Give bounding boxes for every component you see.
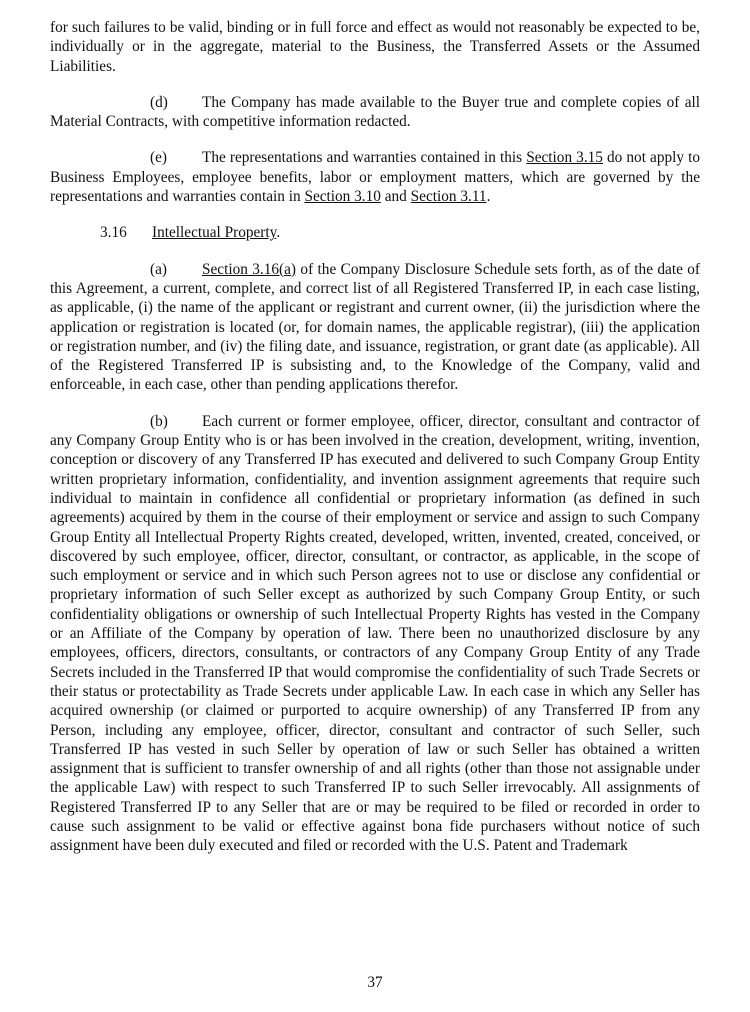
continuation-paragraph: for such failures to be valid, binding or in full force and effect as would not reasonably be expected to be, individually or in the aggregate, material to the Business, the Transferred Assets or the Assumed Liabilities. <box>50 19 700 75</box>
paragraph-text: . <box>486 188 491 206</box>
paragraph-text: The Company has made available to the Buyer true and complete copies of all Material Contracts, with competitive information redacted. <box>50 93 700 131</box>
paragraph-b <box>50 412 700 856</box>
section-title-suffix: . <box>276 224 281 242</box>
paragraph-text: do not apply to Business Employees, employee benefits, labor or employment matters, which are governed by the representations and warranties contain in <box>50 149 700 206</box>
paragraph-marker: (a) <box>150 260 167 278</box>
section-reference: Section 3.10 <box>304 188 381 206</box>
paragraph-marker: (d) <box>150 93 168 111</box>
section-number: 3.16 <box>100 224 127 242</box>
document-page <box>50 18 700 873</box>
section-heading <box>100 223 700 242</box>
paragraph-a <box>50 260 700 395</box>
paragraph-d <box>50 93 700 132</box>
paragraph-text: of the Company Disclosure Schedule sets forth, as of the date of this Agreement, a current, complete, and correct list of all Registered Transferred IP, in each case listing, as applicable, (i) the name of the applicant or registrant and current owner, (ii) the jurisdiction where the application or registration is located (or, for domain names, the applicable registrar), (iii) the application or registration number, and (iv) the filing date, and issuance, registration, or grant date (as applicable). All of the Registered Transferred IP is subsisting and, to the Knowledge of the Company, valid and enforceable, in each case, other than pending applications therefor. <box>50 260 700 394</box>
page-number: 37 <box>367 974 383 991</box>
paragraph-e <box>50 148 700 206</box>
paragraph-text: The representations and warranties contained in this <box>202 149 527 167</box>
paragraph-text: and <box>380 188 411 206</box>
section-reference: Section 3.16(a) <box>202 260 297 278</box>
section-reference: Section 3.15 <box>526 149 603 167</box>
section-reference: Section 3.11 <box>410 188 487 206</box>
paragraph-text: Each current or former employee, officer, director, consultant and contractor of any Company Group Entity who is or has been involved in the creation, development, writing, invention, conception or discovery of any Transferred IP has executed and delivered to such Company Group Entity written proprietary information, confidentiality, and invention assignment agreements that require such individual to maintain in confidence all confidential or proprietary information (as defined in such agreements) acquired by them in the course of their employment or service and assign to such Company Group Entity all Intellectual Property Rights created, developed, written, invented, created, conceived, or discovered by such employee, officer, director, consultant, or contractor, as applicable, in the scope of such employment or service and in which such Person agrees not to use or disclose any confidential or proprietary information of such Seller except as authorized by such Company Group Entity, or such confidentiality obligations or ownership of such Intellectual Property Rights has vested in the Company or an Affiliate of the Company by operation of law. There been no unauthorized disclosure by any employees, officers, directors, consultants, or contractors of any Company Group Entity of any Trade Secrets included in the Transferred IP that would compromise the confidentiality of such Trade Secrets or their status or protectability as Trade Secrets under applicable Law. In each case in which any Seller has acquired ownership (or claimed or purported to acquire ownership) of any Transferred IP from any Person, including any employee, officer, director, consultant and contractor of such Seller, such Transferred IP has vested in such Seller by operation of law or such Seller has obtained a written assignment that is sufficient to transfer ownership of and all rights (other than those not assignable under the applicable Law) with respect to such Transferred IP to such Seller irrevocably. All assignments of Registered Transferred IP to any Seller that are or may be required to be filed or recorded in order to cause such assignment to be valid or effective against bona fide purchasers without notice of such assignment have been duly executed and filed or recorded with the U.S. Patent and Trademark <box>50 412 700 855</box>
paragraph-marker: (b) <box>150 412 168 430</box>
section-title: Intellectual Property <box>152 224 277 242</box>
paragraph-marker: (e) <box>150 149 167 167</box>
